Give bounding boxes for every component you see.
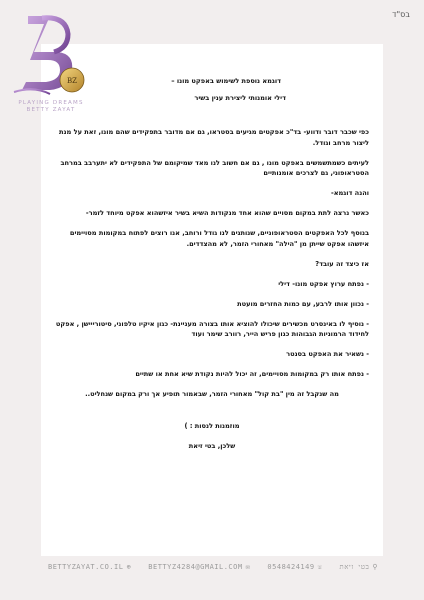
- signature: שלכן, בטי זיאת: [188, 442, 236, 451]
- closing-text: מה שנקבל זה מין "בת קול" מאחורי הזמר, שבאמור תופיע אך ורק במקום שנחליט..: [85, 390, 339, 399]
- person-icon: ⚲: [372, 563, 378, 571]
- footer-phone[interactable]: 0548424149 ☏: [267, 563, 323, 571]
- footer-email[interactable]: BETTYZ4284@GMAIL.COM ✉: [148, 563, 251, 571]
- footer-contact-bar: [48, 560, 378, 574]
- logo-caption-line1: PLAYING DREAMS: [18, 100, 84, 106]
- paragraph: כאשר נרצה לתת במקום מסויים שהוא אחד מנקודות השיא בשיר איזשהוא אפקט מיוחד לזמר-: [85, 209, 369, 218]
- logo-caption-line2: BETTY ZAYAT: [26, 107, 76, 113]
- list-item: - נכוון אותו לרבע, עם כמות החזרים מועטת: [237, 299, 369, 308]
- list-item: - נפתח ערוץ אפקט מונו- דילי: [278, 279, 369, 288]
- bsd-header: בס"ד: [392, 10, 410, 19]
- invite-text: מוזמנות לנסות : ): [184, 422, 240, 431]
- mail-icon: ✉: [245, 563, 251, 571]
- footer-website[interactable]: BETTYZAYAT.CO.IL ⊕: [48, 563, 132, 571]
- letter-body: [55, 76, 369, 461]
- globe-icon: ⊕: [126, 563, 132, 571]
- paragraph: כפי שכבר דובר ודווע- בד"כ אפקטים מגיעים בסטראו, גם אם מדובר בתפקידים שהם מונו, זאת על מנת ליצור מרחב וגודל.: [59, 128, 369, 147]
- logo-badge-text: BZ: [66, 77, 78, 85]
- letter-heading: דוגמא נוספת לשימוש באפקט מונו –: [171, 77, 281, 85]
- paragraph: לעיתים כשמתשמשים באפקט מונו , גם אם חשוב לנו מאד שמיקומם של התפקידים לא יתערבב במרחב הסטראופוני, גם לצרכים אומנותיים: [60, 158, 369, 178]
- paragraph: אז כיצד זה עובד?: [315, 259, 369, 268]
- paragraph: והנה דוגמא-: [330, 189, 369, 198]
- letter-subheading: דילי אומנותי ליצירת ענין בשיר: [194, 93, 286, 102]
- footer-name: בטי זיאת ⚲: [339, 563, 378, 571]
- list-item: - נשאיר את האפקט בסנטר: [286, 350, 369, 359]
- phone-icon: ☏: [317, 563, 323, 571]
- paragraph: בנוסף לכל האפקטים הסטראופוניים, שנותנים לנו גודל ורוחב, אנו רוצים לפתוח במקומות מסויימים איזשהו אפקט שייתן מן "הילה" מאחורי הזמר, לא מהצדדים.: [69, 229, 369, 248]
- list-item: - נפתח אותו רק במקומות מסויימים, זה יכול להיות נקודת שיא אחת או שתיים: [135, 370, 369, 379]
- list-item: - נוסיף לו באינסרט מכשירים שיכולו להוציא אותו בצורה מעניינת- כגון איקיו טלפוני, סיטורייישן , אפקט לחידוד הרמוניות הגבוהות כגון פריש הייר, רוורב שימר ועוד: [55, 319, 369, 339]
